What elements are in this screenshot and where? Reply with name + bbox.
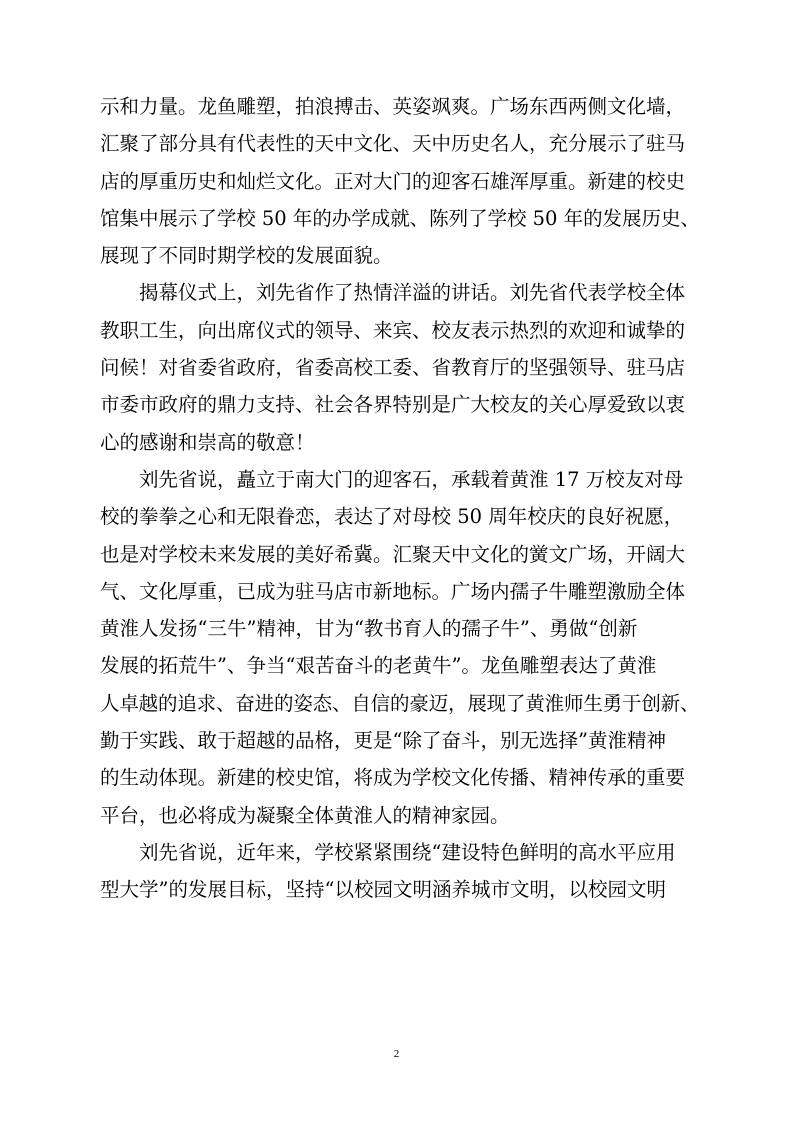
text-line: 示和力量。龙鱼雕塑，拍浪搏击、英姿飒爽。广场东西两侧文化墙， (100, 95, 686, 118)
text-line: 人卓越的追求、奋进的姿态、自信的豪迈，展现了黄淮师生勇于创新、 (100, 691, 700, 715)
text-line: 揭幕仪式上，刘先省作了热情洋溢的讲话。刘先省代表学校全体 (100, 281, 686, 305)
text-line: 型大学”的发展目标，坚持“以校园文明涵养城市文明，以校园文明 (100, 878, 666, 902)
text-line: 平台，也必将成为凝聚全体黄淮人的精神家园。 (100, 803, 510, 827)
text-line: 刘先省说，近年来，学校紧紧围绕“建设特色鲜明的高水平应用 (100, 840, 676, 864)
text-line: 气、文化厚重，已成为驻马店市新地标。广场内孺子牛雕塑激励全体 (100, 579, 686, 603)
text-line: 也是对学校未来发展的美好希冀。汇聚天中文化的黉文广场，开阔大 (100, 542, 686, 566)
text-line: 市委市政府的鼎力支持、社会各界特别是广大校友的关心厚爱致以衷 (100, 393, 686, 417)
paragraph (100, 461, 700, 834)
paragraph (100, 834, 700, 909)
text-line: 教职工生，向出席仪式的领导、来宾、校友表示热烈的欢迎和诚挚的 (100, 318, 686, 342)
text-line: 黄淮人发扬“三牛”精神，甘为“教书育人的孺子牛”、勇做“创新 (100, 617, 638, 641)
text-line: 问候！对省委省政府，省委高校工委、省教育厅的坚强领导、驻马店 (100, 356, 686, 380)
text-line: 校的拳拳之心和无限眷恋，表达了对母校 50 周年校庆的良好祝愿， (100, 505, 684, 529)
text-line: 汇聚了部分具有代表性的天中文化、天中历史名人，充分展示了驻马 (100, 132, 686, 156)
text-line: 展现了不同时期学校的发展面貌。 (100, 244, 393, 268)
text-line: 勤于实践、敢于超越的品格，更是“除了奋斗，别无选择”黄淮精神 (100, 729, 666, 753)
text-line: 发展的拓荒牛”、争当“艰苦奋斗的老黄牛”。龙鱼雕塑表达了黄淮 (100, 654, 657, 678)
page-number: 2 (393, 1048, 400, 1060)
text-line: 店的厚重历史和灿烂文化。正对大门的迎客石雄浑厚重。新建的校史 (100, 169, 686, 193)
text-line: 刘先省说，矗立于南大门的迎客石，承载着黄淮 17 万校友对母 (100, 467, 684, 491)
paragraph (100, 274, 700, 460)
paragraph (100, 88, 700, 274)
body-text (100, 88, 700, 909)
text-line: 馆集中展示了学校 50 年的办学成就、陈列了学校 50 年的发展历史、 (100, 206, 700, 230)
text-line: 的生动体现。新建的校史馆，将成为学校文化传播、精神传承的重要 (100, 766, 686, 790)
text-line: 心的感谢和崇高的敬意！ (100, 430, 315, 454)
